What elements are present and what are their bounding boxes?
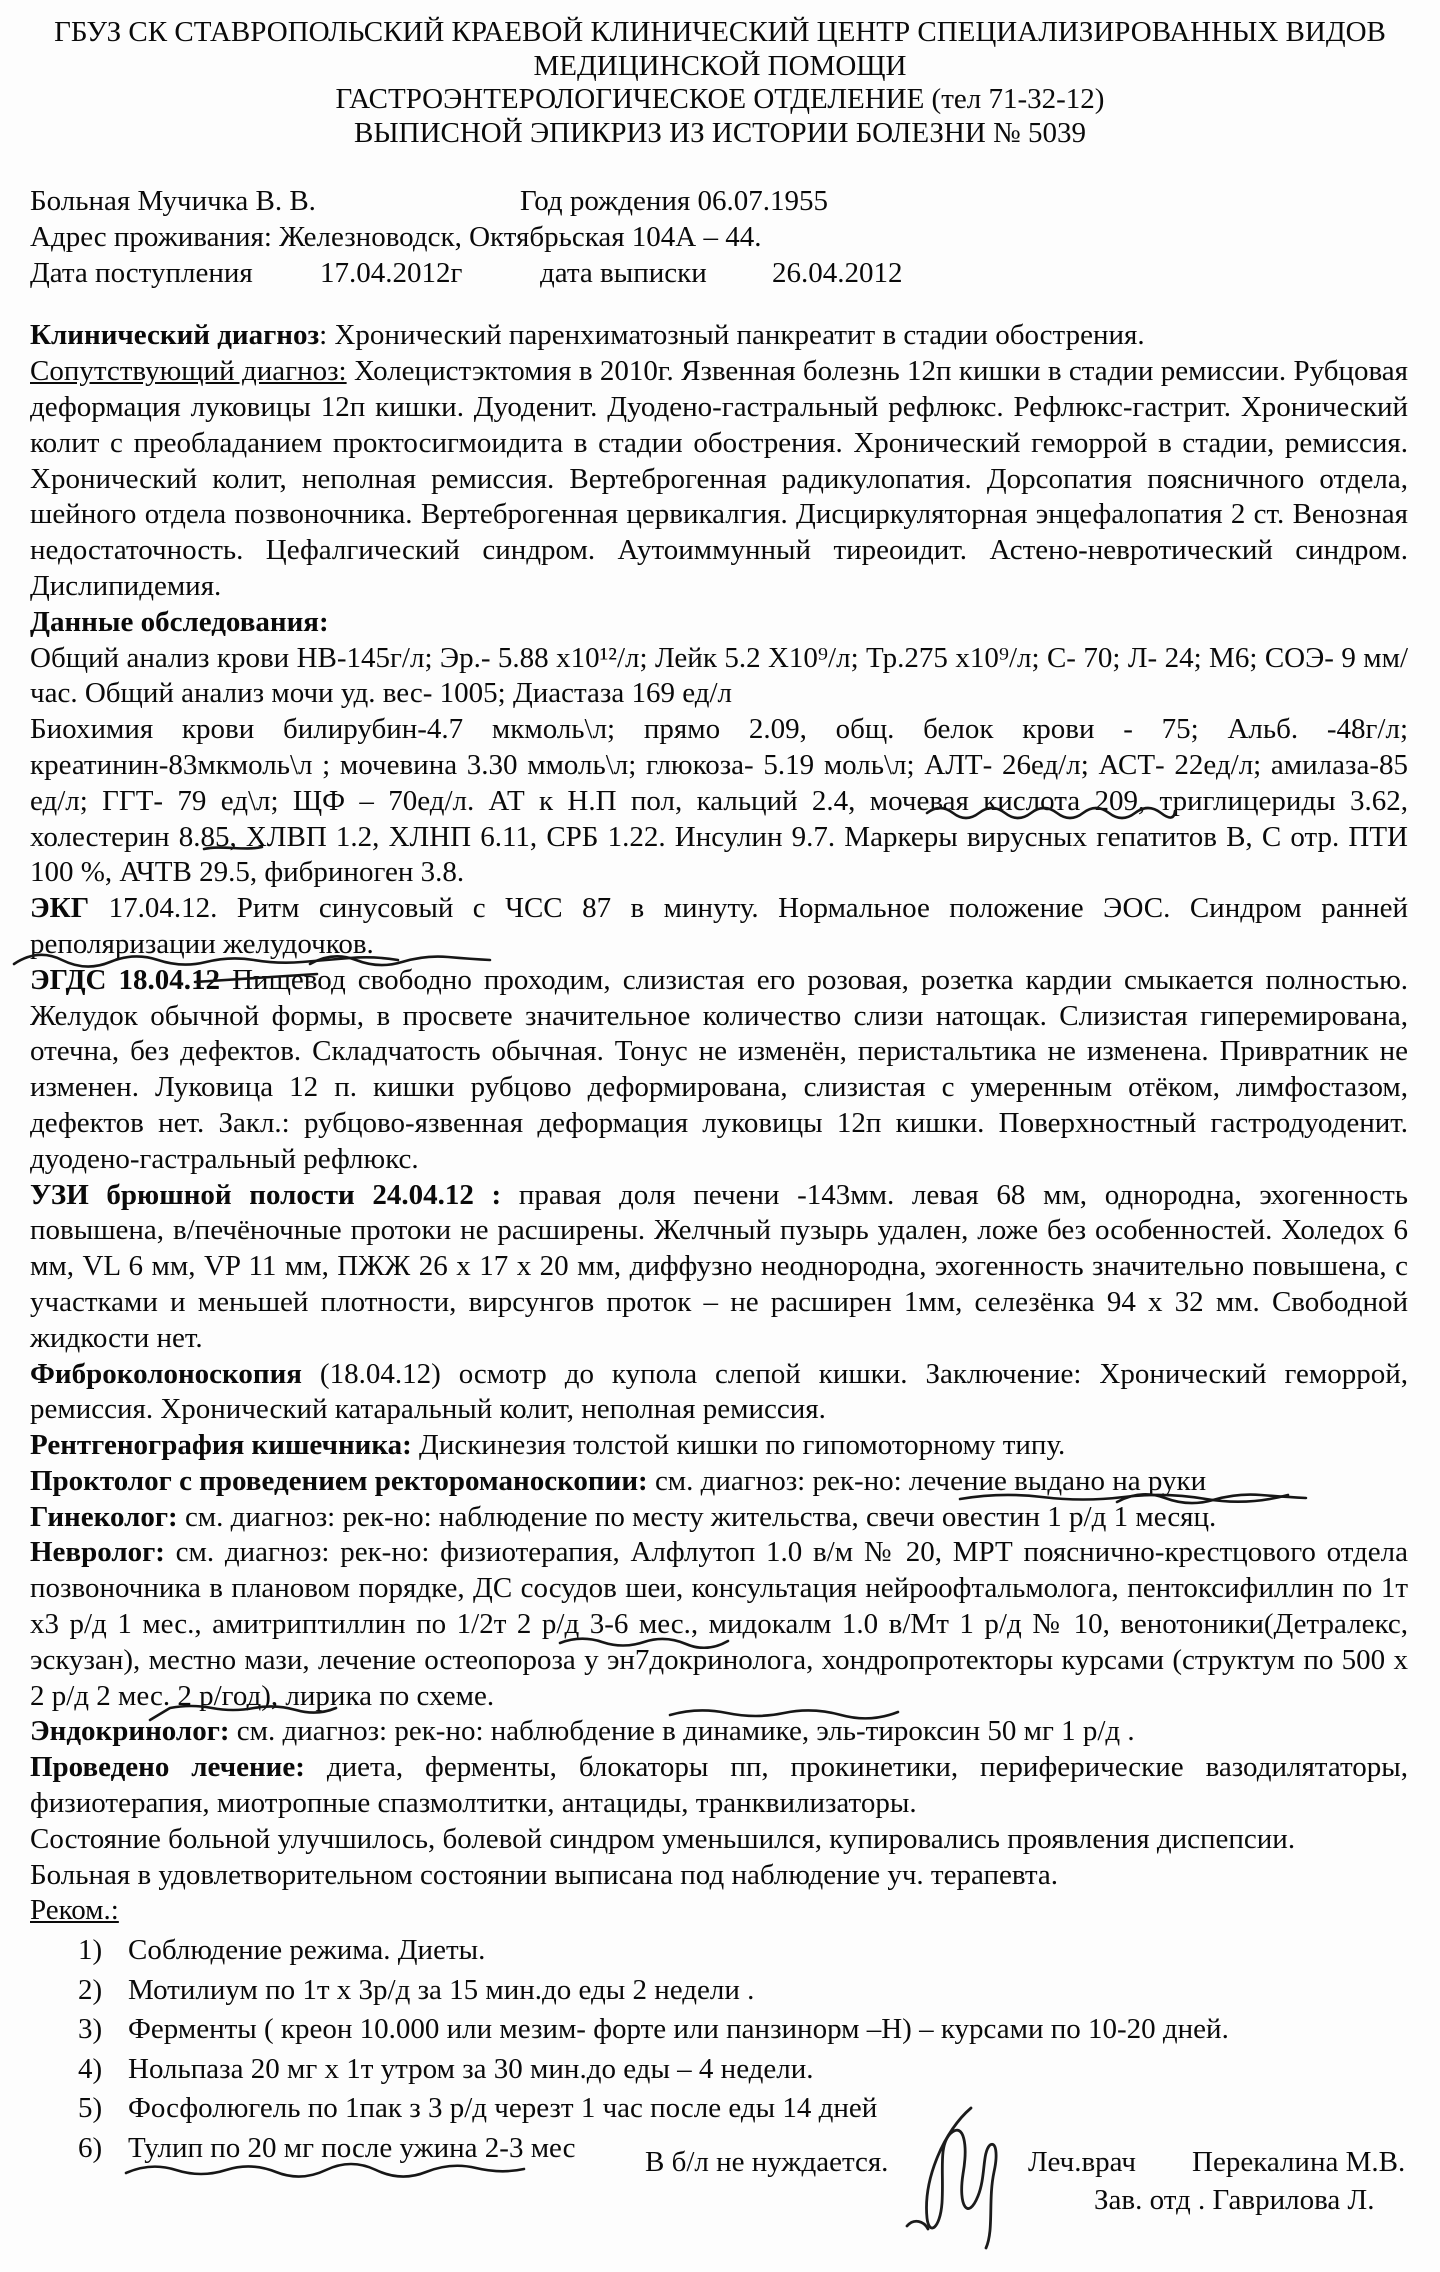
clinical-diagnosis-text: : Хронический паренхиматозный панкреатит в стадии обострения. bbox=[319, 319, 1145, 352]
neurologist-label: Невролог: bbox=[30, 1536, 165, 1569]
clinical-diagnosis bbox=[30, 318, 1408, 354]
colonoscopy-text: (18.04.12) осмотр до купола слепой кишки. Заключение: Хронический геморрой, ремиссия. Хронический катаральный колит, неполная ремиссия. bbox=[30, 1357, 1408, 1426]
recommendations-title bbox=[30, 1893, 1408, 1929]
xray-results bbox=[30, 1428, 1408, 1464]
recommendation-item bbox=[78, 2012, 1408, 2048]
org-name-line1: ГБУЗ СК СТАВРОПОЛЬСКИЙ КРАЕВОЙ КЛИНИЧЕСКИЙ ЦЕНТР СПЕЦИАЛИЗИРОВАННЫХ ВИДОВ bbox=[54, 16, 1386, 48]
gynecologist-label: Гинеколог: bbox=[30, 1500, 178, 1533]
clinical-diagnosis-label: Клинический диагноз bbox=[30, 319, 320, 352]
ecg-results bbox=[30, 891, 1408, 963]
item-number: 4) bbox=[78, 2052, 103, 2085]
recommendations-title-text: Реком.: bbox=[30, 1894, 119, 1927]
egds-text: Пищевод свободно проходим, слизистая его розовая, розетка кардии смыкается полностью. Желудок обычной формы, в просвете значительное количество слизи натощак. Слизистая гиперемирована, отечна, без дефектов. Складчатость обычная. Тонус не изменён, перистальтика не изменена. Привратник не изменен. Луковица 12 п. кишки рубцово деформирована, слизистая с умеренным отёком, лимфостазом, дефектов нет. Закл.: рубцово-язвенная деформация луковицы 12п кишки. Поверхностный гастродуоденит. дуодено-гастральный рефлюкс. bbox=[30, 963, 1408, 1175]
doctor-signature bbox=[893, 2100, 1023, 2255]
gynecologist-consult bbox=[30, 1500, 1408, 1536]
item-number: 3) bbox=[78, 2013, 103, 2046]
item-number: 5) bbox=[78, 2092, 103, 2125]
discharge-note: Больная в удовлетворительном состоянии выписана под наблюдение уч. терапевта. bbox=[30, 1858, 1058, 1891]
neurologist-consult bbox=[30, 1535, 1408, 1714]
item-text: Тулип по 20 мг после ужина 2-3 мес bbox=[128, 2132, 576, 2165]
item-number: 6) bbox=[78, 2132, 103, 2165]
document-header bbox=[0, 0, 1440, 150]
item-number: 2) bbox=[78, 1973, 103, 2006]
patient-info bbox=[30, 184, 1408, 291]
patient-address: Адрес проживания: Железноводск, Октябрьская 104А – 44. bbox=[30, 220, 762, 253]
document-body bbox=[30, 318, 1408, 2166]
treatment-text: диета, ферменты, блокаторы пп, прокинетики, периферические вазодилятаторы, физиотерапия, миотропные спазмолтитки, антациды, транквилизаторы. bbox=[30, 1751, 1408, 1820]
item-number: 1) bbox=[78, 1934, 103, 1967]
proctologist-text: см. диагноз: рек-но: лечение выдано на руки bbox=[647, 1464, 1207, 1497]
item-text: Ферменты ( креон 10.000 или мезим- форте или панзинорм –Н) – курсами по 10-20 дней. bbox=[128, 2013, 1229, 2046]
item-text: Мотилиум по 1т х 3р/д за 15 мин.до еды 2 недели . bbox=[128, 1973, 755, 2006]
item-text: Нольпаза 20 мг х 1т утром за 30 мин.до еды – 4 недели. bbox=[128, 2052, 814, 2085]
exam-data-title-text: Данные обследования: bbox=[30, 605, 329, 638]
ecg-text: 17.04.12. Ритм синусовый с ЧСС 87 в минуту. Нормальное положение ЭОС. Синдром ранней реполяризации желудочков. bbox=[30, 892, 1408, 960]
endocrinologist-text: см. диагноз: рек-но: наблюбдение в динамике, эль-тироксин 50 мг 1 р/д . bbox=[229, 1715, 1135, 1748]
recommendations-list bbox=[30, 1933, 1408, 2167]
attending-doctor-label: Леч.врач bbox=[1028, 2146, 1136, 2178]
endocrinologist-label: Эндокринолог: bbox=[30, 1715, 230, 1748]
egds-results bbox=[30, 963, 1408, 1178]
document-footer bbox=[0, 2145, 1440, 2221]
admission-date-value: 17.04.2012г bbox=[320, 256, 463, 289]
document-title: ВЫПИСНОЙ ЭПИКРИЗ ИЗ ИСТОРИИ БОЛЕЗНИ № 5039 bbox=[354, 116, 1086, 149]
treatment-given bbox=[30, 1750, 1408, 1822]
item-text: Фосфолюгель по 1пак з 3 р/д черезт 1 час после еды 14 дней bbox=[128, 2092, 878, 2125]
patient-birth-date: Год рождения 06.07.1955 bbox=[520, 185, 828, 217]
proctologist-label: Проктолог с проведением ректороманоскопии: bbox=[30, 1464, 648, 1497]
biochemistry-results bbox=[30, 712, 1408, 891]
discharge-date-value: 26.04.2012 bbox=[772, 256, 903, 289]
condition-summary: Состояние больной улучшилось, болевой синдром уменьшился, купировались проявления диспепсии. bbox=[30, 1822, 1296, 1855]
ultrasound-label: УЗИ брюшной полости 24.04.12 : bbox=[30, 1178, 502, 1211]
colonoscopy-results bbox=[30, 1357, 1408, 1429]
xray-text: Дискинезия толстой кишки по гипомоторному типу. bbox=[411, 1429, 1066, 1462]
department-line: ГАСТРОЭНТЕРОЛОГИЧЕСКОЕ ОТДЕЛЕНИЕ (тел 71-32-12) bbox=[335, 83, 1105, 115]
patient-name: Больная Мучичка В. В. bbox=[30, 185, 316, 217]
sick-leave-note: В б/л не нуждается. bbox=[645, 2146, 889, 2178]
concomitant-diagnosis-text: Холецистэктомия в 2010г. Язвенная болезнь 12п кишки в стадии ремиссии. Рубцовая деформация луковицы 12п кишки. Дуоденит. Дуодено-гастральный рефлюкс. Рефлюкс-гастрит. Хронический колит с преобладанием проктосигмоидита в стадии обострения. Хронический геморрой в стадии, ремиссия. Хронический колит, неполная ремиссия. Вертеброгенная радикулопатия. Дорсопатия поясничного отдела, шейного отдела позвоночника. Вертеброгенная цервикалгия. Дисциркуляторная энцефалопатия 2 ст. Венозная недостаточность. Цефалгический синдром. Аутоиммунный тиреоидит. Астено-невротический синдром. Дислипидемия. bbox=[30, 355, 1408, 602]
endocrinologist-consult bbox=[30, 1714, 1408, 1750]
recommendation-item bbox=[78, 1973, 1408, 2009]
recommendation-item bbox=[78, 2052, 1408, 2088]
ecg-label: ЭКГ bbox=[30, 892, 90, 925]
concomitant-diagnosis bbox=[30, 354, 1408, 605]
attending-doctor-name: Перекалина М.В. bbox=[1192, 2146, 1406, 2178]
org-name-line2: МЕДИЦИНСКОЙ ПОМОЩИ bbox=[533, 49, 907, 82]
department-head-name: Зав. отд . Гаврилова Л. bbox=[1094, 2184, 1375, 2216]
xray-label: Рентгенография кишечника: bbox=[30, 1429, 412, 1462]
concomitant-diagnosis-label: Сопутствующий диагноз: bbox=[30, 355, 347, 388]
discharge-date-label: дата выписки bbox=[540, 256, 707, 289]
recommendation-item bbox=[78, 1933, 1408, 1969]
treatment-label: Проведено лечение: bbox=[30, 1751, 305, 1784]
recommendation-item bbox=[78, 2091, 1408, 2127]
exam-data-title bbox=[30, 605, 1408, 641]
colonoscopy-label: Фиброколоноскопия bbox=[30, 1357, 302, 1390]
admission-date-label: Дата поступления bbox=[30, 256, 253, 289]
neurologist-text: см. диагноз: рек-но: физиотерапия, Алфлутоп 1.0 в/м № 20, МРТ пояснично-крестцового отдела позвоночника в плановом порядке, ДС сосудов шеи, консультация нейроофтальмолога, пентоксифиллин по 1т х3 р/д 1 мес., амитриптиллин по 1/2т 2 р/д 3-6 мес., мидокалм 1.0 в/Мт 1 р/д № 10, венотоники(Детралекс, эскузан), местно мази, лечение остеопороза у эн7докринолога, хондропротекторы курсами (структум по 500 х 2 р/д 2 мес. 2 р/год), лирика по схеме. bbox=[30, 1536, 1408, 1712]
blood-test-results: Общий анализ крови НВ-145г/л; Эр.- 5.88 х10¹²/л; Лейк 5.2 Х10⁹/л; Тр.275 х10⁹/л; С- 70; Л- 24; М6; СОЭ- 9 мм/час. Общий анализ мочи уд. вес- 1005; Диастаза 169 ед/л bbox=[30, 641, 1408, 710]
biochemistry-text: Биохимия крови билирубин-4.7 мкмоль\л; прямо 2.09, общ. белок крови - 75; Альб. -48г/л; креатинин-83мкмоль\л ; мочевина 3.30 ммоль\л; глюкоза- 5.19 моль\л; АЛТ- 26ед/л; АСТ- 22ед/л; амилаза-85 ед/л; ГГТ- 79 ед\л; ЩФ – 70ед/л. АТ к Н.П пол, кальций 2.4, мочевая кислота 209, триглицериды 3.62, холестерин 8.85, ХЛВП 1.2, ХЛНП 6.11, СРБ 1.22. Инсулин 9.7. Маркеры вирусных гепатитов В, С отр. ПТИ 100 %, АЧТВ 29.5, фибриноген 3.8. bbox=[30, 713, 1408, 889]
ultrasound-text: правая доля печени -143мм. левая 68 мм, однородна, эхогенность повышена, в/печёночные протоки не расширены. Желчный пузырь удален, ложе без особенностей. Холедох 6 мм, VL 6 мм, VP 11 мм, ПЖЖ 26 х 17 х 20 мм, диффузно неоднородна, эхогенность значительно повышена, с участками и меньшей плотности, вирсунгов проток – не расширен 1мм, селезёнка 94 х 32 мм. Свободной жидкости нет. bbox=[30, 1178, 1408, 1354]
ultrasound-results bbox=[30, 1178, 1408, 1357]
proctologist-consult bbox=[30, 1464, 1408, 1500]
egds-label: ЭГДС 18.04.12 bbox=[30, 963, 221, 996]
gynecologist-text: см. диагноз: рек-но: наблюдение по месту жительства, свечи овестин 1 р/д 1 месяц. bbox=[177, 1500, 1217, 1533]
item-text: Соблюдение режима. Диеты. bbox=[128, 1934, 486, 1967]
